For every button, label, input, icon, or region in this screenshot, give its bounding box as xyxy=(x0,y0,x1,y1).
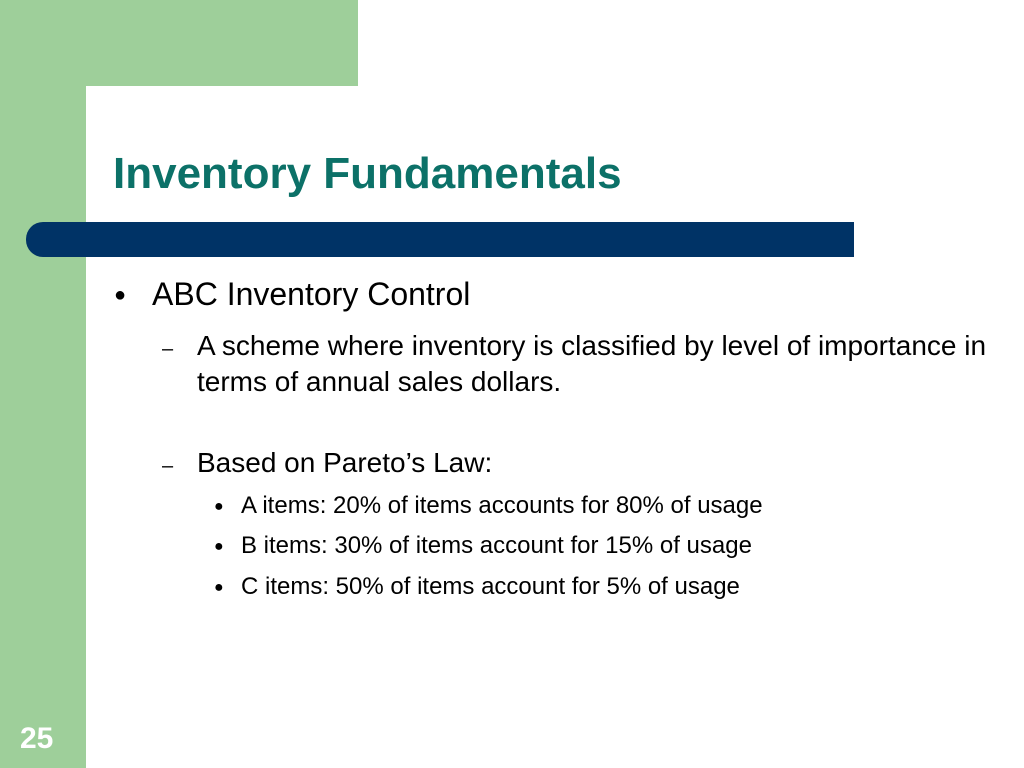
sub-bullet-pareto xyxy=(162,445,994,481)
bullet-icon: ● xyxy=(114,284,127,306)
sub-bullet-definition xyxy=(162,328,994,401)
rounded-corner xyxy=(86,86,126,126)
bullet-main-text: ABC Inventory Control xyxy=(152,276,471,312)
bullet-icon: ● xyxy=(214,538,224,556)
title-underline-bar xyxy=(26,222,854,257)
item-b xyxy=(214,530,994,561)
bullet-main xyxy=(114,274,994,314)
bullet-icon: ● xyxy=(214,498,224,516)
item-c xyxy=(214,571,994,602)
green-top-band xyxy=(0,0,358,86)
item-a-text: A items: 20% of items accounts for 80% of usage xyxy=(241,492,763,520)
page-number: 25 xyxy=(20,722,54,755)
dash-icon: – xyxy=(162,338,174,360)
bullet-icon: ● xyxy=(214,578,224,596)
item-a xyxy=(214,490,994,521)
item-c-text: C items: 50% of items account for 5% of usage xyxy=(241,572,740,600)
sub-bullet-pareto-text: Based on Pareto’s Law: xyxy=(197,446,493,478)
slide-title: Inventory Fundamentals xyxy=(113,149,622,198)
dash-icon: – xyxy=(162,454,174,477)
slide-content xyxy=(114,274,994,602)
green-left-band xyxy=(0,0,86,768)
sub-bullet-definition-text: A scheme where inventory is classified by level of importance in terms of annual sales dollars. xyxy=(197,330,987,398)
item-b-text: B items: 30% of items account for 15% of usage xyxy=(241,532,752,560)
